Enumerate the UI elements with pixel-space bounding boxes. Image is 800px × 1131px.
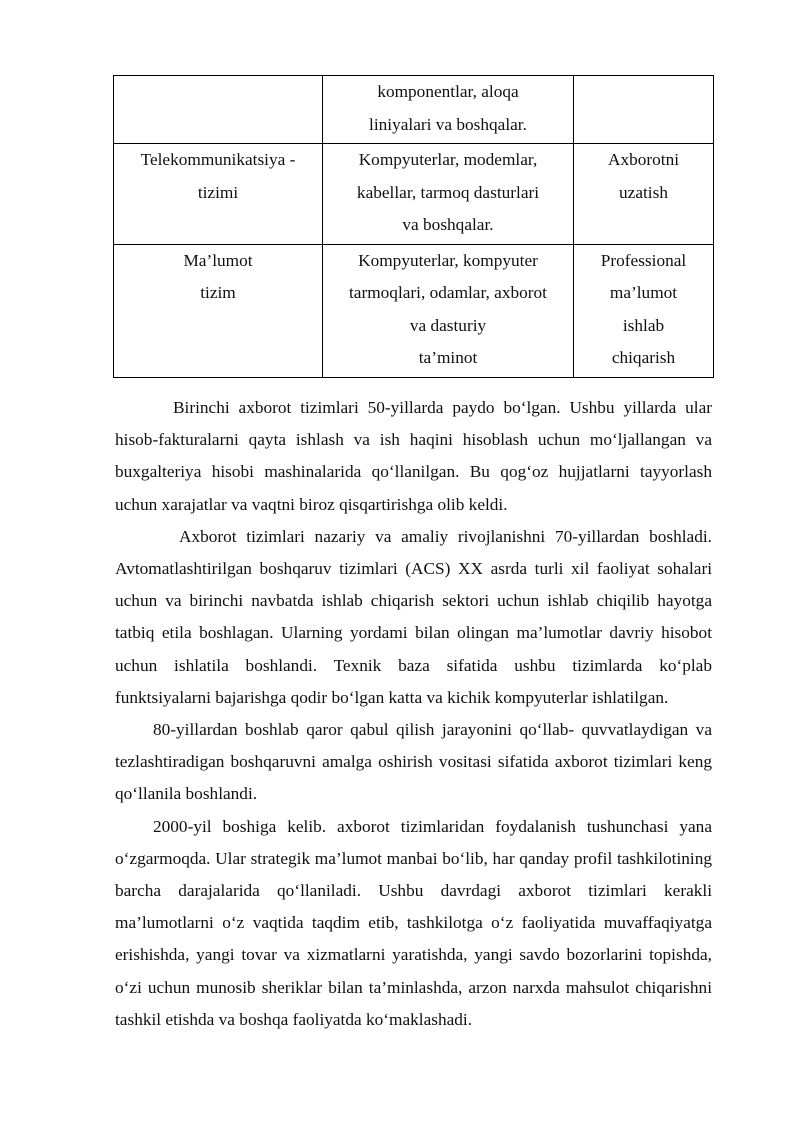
- cell-text: tarmoqlari, odamlar, axborot: [349, 283, 547, 302]
- cell-text: va dasturiy: [409, 315, 487, 335]
- table-row: [114, 244, 714, 377]
- cell-text: uzatish: [619, 182, 668, 202]
- table-row: [114, 144, 714, 245]
- cell-text: Kompyuterlar, kompyuter: [358, 250, 538, 270]
- cell-text: Axborotni: [607, 150, 680, 169]
- cell-text: Kompyuterlar, modemlar,: [358, 150, 538, 169]
- cell-text: va boshqalar.: [402, 215, 494, 234]
- table-cell-components: [323, 144, 574, 245]
- table-cell-function: [574, 76, 714, 144]
- paragraph: Axborot tizimlari nazariy va amaliy rivojlanishni 70-yillardan boshladi. Avtomatlashtirilgan boshqaruv tizimlari (ACS) XX asrda turli xil faoliyat sohalari uchun va birinchi navbatda ishlab chiqarish sektori uchun ishlab chiqilib hayotga tatbiq etila boshlagan. Ularning yordami bilan olingan ma’lumotlar davriy hisobot uchun ishlatila boshlandi. Texnik baza sifatida ushbu tizimlarda ko‘plab funktsiyalarni bajarishga qodir bo‘lgan katta va kichik kompyuterlar ishlatilgan.: [115, 526, 712, 707]
- table-cell-components: [323, 244, 574, 377]
- cell-text: Telekommunikatsiya -: [140, 150, 296, 169]
- paragraph: 80-yillardan boshlab qaror qabul qilish jarayonini qo‘llab- quvvatlaydigan va tezlashtiradigan boshqaruvni amalga oshirish vositasi sifatida axborot tizimlari keng qo‘llanila boshlandi.: [115, 720, 712, 804]
- cell-text: kabellar, tarmoq dasturlari: [356, 182, 540, 202]
- cell-text: ma’lumot: [609, 283, 678, 302]
- cell-text: chiqarish: [611, 348, 676, 367]
- cell-text: tizimi: [197, 182, 239, 202]
- table-cell-function: [574, 244, 714, 377]
- info-systems-table: [113, 75, 714, 378]
- cell-text: komponentlar, aloqa: [377, 82, 519, 101]
- table-cell-function: [574, 144, 714, 245]
- cell-text: Ma’lumot: [183, 250, 253, 270]
- cell-text: ishlab: [622, 315, 665, 335]
- table-cell-system: [114, 76, 323, 144]
- table-cell-components: [323, 76, 574, 144]
- table-cell-system: [114, 244, 323, 377]
- cell-text: ta’minot: [418, 348, 478, 367]
- table-row: [114, 76, 714, 144]
- table-cell-system: [114, 144, 323, 245]
- cell-text: liniyalari va boshqalar.: [369, 114, 527, 134]
- cell-text: Professional: [600, 250, 687, 270]
- body-text: [115, 392, 712, 1036]
- paragraph: Birinchi axborot tizimlari 50-yillarda paydo bo‘lgan. Ushbu yillarda ular hisob-fakturalarni qayta ishlash va ish haqini hisoblash uchun mo‘ljallangan va buxgalteriya hisobi mashinalarida qo‘llanilgan. Bu qog‘oz hujjatlarni tayyorlash uchun xarajatlar va vaqtni biroz qisqartirishga olib keldi.: [115, 398, 712, 514]
- cell-text: tizim: [200, 283, 236, 302]
- paragraph: 2000-yil boshiga kelib. axborot tizimlaridan foydalanish tushunchasi yana o‘zgarmoqda. Ular strategik ma’lumot manbai bo‘lib, har qanday profil tashkilotining barcha darajalarida qo‘llaniladi. Ushbu davrdagi axborot tizimlari kerakli ma’lumotlarni o‘z vaqtida taqdim etib, tashkilotga o‘z faoliyatida muvaffaqiyatga erishishda, yangi tovar va xizmatlarni yaratishda, yangi savdo bozorlarini topishda, o‘zi uchun munosib sheriklar bilan ta’minlashda, arzon narxda mahsulot chiqarishni tashkil etishda va boshqa faoliyatda ko‘maklashadi.: [115, 816, 712, 1029]
